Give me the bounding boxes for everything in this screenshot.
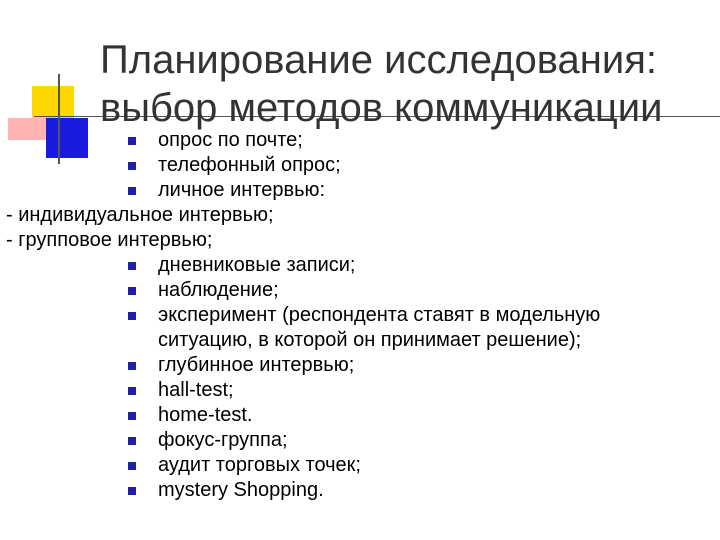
square-bullet-icon — [128, 312, 136, 320]
decor-blue-square — [46, 118, 88, 158]
square-bullet-icon — [128, 437, 136, 445]
square-bullet-icon — [128, 387, 136, 395]
square-bullet-icon — [128, 462, 136, 470]
slide-title-line-1: Планирование исследования: — [100, 38, 657, 82]
slide-title-line-2: выбор методов коммуникации — [100, 86, 663, 130]
square-bullet-icon — [128, 187, 136, 195]
slide-title — [100, 36, 662, 132]
square-bullet-icon — [128, 262, 136, 270]
square-bullet-icon — [128, 412, 136, 420]
decor-vertical-line — [58, 74, 60, 164]
square-bullet-icon — [128, 487, 136, 495]
square-bullet-icon — [128, 162, 136, 170]
square-bullet-icon — [128, 287, 136, 295]
square-bullet-icon — [128, 137, 136, 145]
square-bullet-icon — [128, 362, 136, 370]
